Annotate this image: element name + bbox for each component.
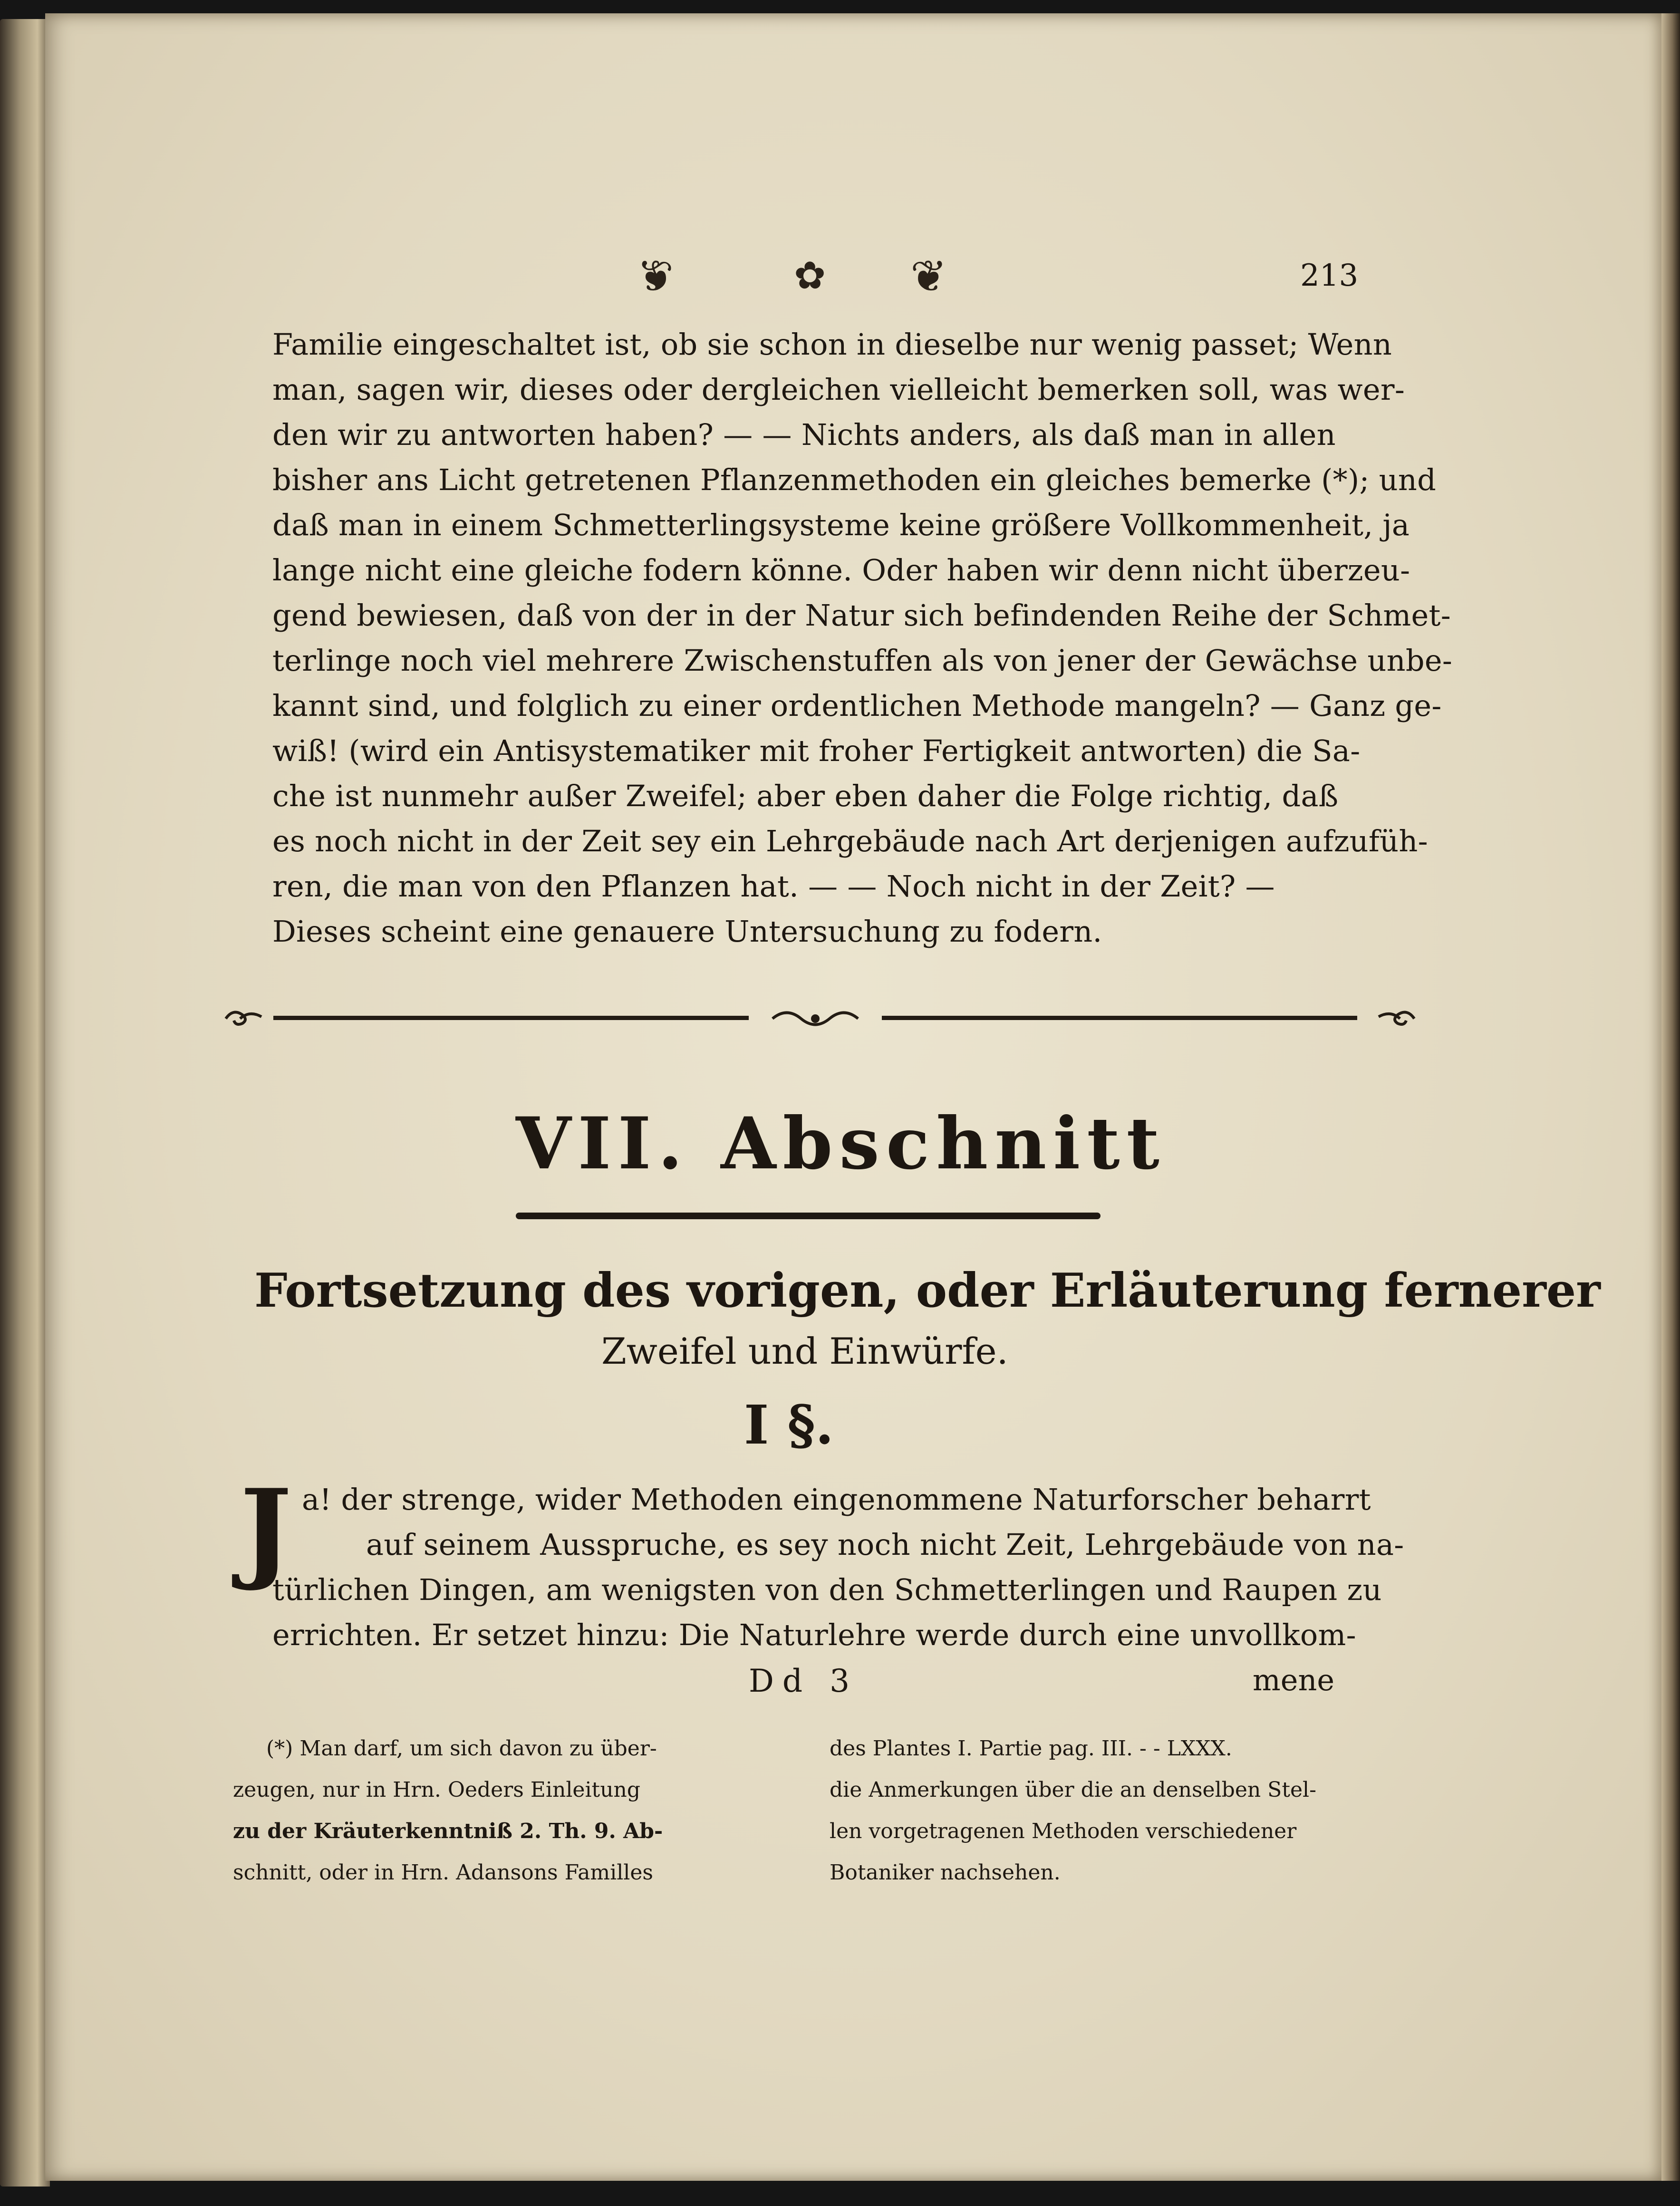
footnote-line: zu der Kräuterkenntniß 2. Th. 9. Ab-	[233, 1819, 663, 1843]
facing-page-edge	[0, 19, 50, 2187]
catchword: mene	[1253, 1663, 1335, 1697]
body-line: daß man in einem Schmetterlingsysteme keine größere Vollkommenheit, ja	[272, 508, 1410, 542]
header-ornament-center: ✿	[794, 253, 826, 298]
body-line: errichten. Er setzet hinzu: Die Naturlehre werde durch eine unvollkom-	[272, 1618, 1356, 1652]
section-subtitle-line1: Fortsetzung des vorigen, oder Erläuterung fernerer	[254, 1263, 1601, 1318]
footnote-line: (*) Man darf, um sich davon zu über-	[266, 1736, 657, 1761]
section-title-underline	[516, 1213, 1101, 1219]
body-line: kannt sind, und folglich zu einer ordentlichen Methode mangeln? — Ganz ge-	[272, 688, 1442, 723]
footnote-line: des Plantes I. Partie pag. III. - - LXXX.	[830, 1736, 1232, 1761]
body-line: man, sagen wir, dieses oder dergleichen vielleicht bemerken soll, was wer-	[272, 372, 1405, 407]
body-line: es noch nicht in der Zeit sey ein Lehrgebäude nach Art derjenigen aufzufüh-	[272, 824, 1428, 858]
page-number: 213	[1300, 258, 1359, 293]
footnote-line: zeugen, nur in Hrn. Oeders Einleitung	[233, 1778, 641, 1802]
footnote-line: schnitt, oder in Hrn. Adansons Familles	[233, 1860, 653, 1885]
footnote-line: die Anmerkungen über die an denselben Stel-	[830, 1778, 1316, 1802]
book-page	[45, 13, 1661, 2181]
body-line: ren, die man von den Pflanzen hat. — — Noch nicht in der Zeit? —	[272, 869, 1275, 904]
header-ornament-right: ❦	[910, 251, 947, 302]
footnote-line: len vorgetragenen Methoden verschiedener	[830, 1819, 1297, 1843]
section-title: VII. Abschnitt	[516, 1102, 1166, 1185]
body-line: türlichen Dingen, am wenigsten von den Schmetterlingen und Raupen zu	[272, 1572, 1382, 1607]
drop-cap: J	[240, 1465, 292, 1594]
header-ornament-left: ❦	[637, 251, 674, 302]
body-line: den wir zu antworten haben? — — Nichts anders, als daß man in allen	[272, 417, 1336, 452]
body-line: lange nicht eine gleiche fodern könne. Oder haben wir denn nicht überzeu-	[272, 553, 1410, 588]
body-line: bisher ans Licht getretenen Pflanzenmethoden ein gleiches bemerke (*); und	[272, 462, 1437, 497]
signature-mark: Dd 3	[749, 1663, 859, 1699]
section-subtitle-line2: Zweifel und Einwürfe.	[601, 1330, 1008, 1372]
body-line: gend bewiesen, daß von der in der Natur sich befindenden Reihe der Schmet-	[272, 598, 1451, 633]
body-line: Familie eingeschaltet ist, ob sie schon in dieselbe nur wenig passet; Wenn	[272, 327, 1392, 362]
body-line: wiß! (wird ein Antisystematiker mit froher Fertigkeit antworten) die Sa-	[272, 733, 1361, 768]
divider-ornament	[221, 1004, 1419, 1033]
body-line: terlinge noch viel mehrere Zwischenstuffen als von jener der Gewächse unbe-	[272, 643, 1453, 678]
body-line: a! der strenge, wider Methoden eingenommene Naturforscher beharrt	[302, 1482, 1371, 1517]
page-right-edge	[1661, 13, 1680, 2181]
body-line: Dieses scheint eine genauere Untersuchung zu fodern.	[272, 914, 1102, 949]
footnote-line: Botaniker nachsehen.	[830, 1860, 1061, 1885]
body-line: auf seinem Ausspruche, es sey noch nicht Zeit, Lehrgebäude von na-	[366, 1527, 1404, 1562]
body-line: che ist nunmehr außer Zweifel; aber eben daher die Folge richtig, daß	[272, 779, 1339, 813]
paragraph-mark: I §.	[744, 1394, 834, 1456]
